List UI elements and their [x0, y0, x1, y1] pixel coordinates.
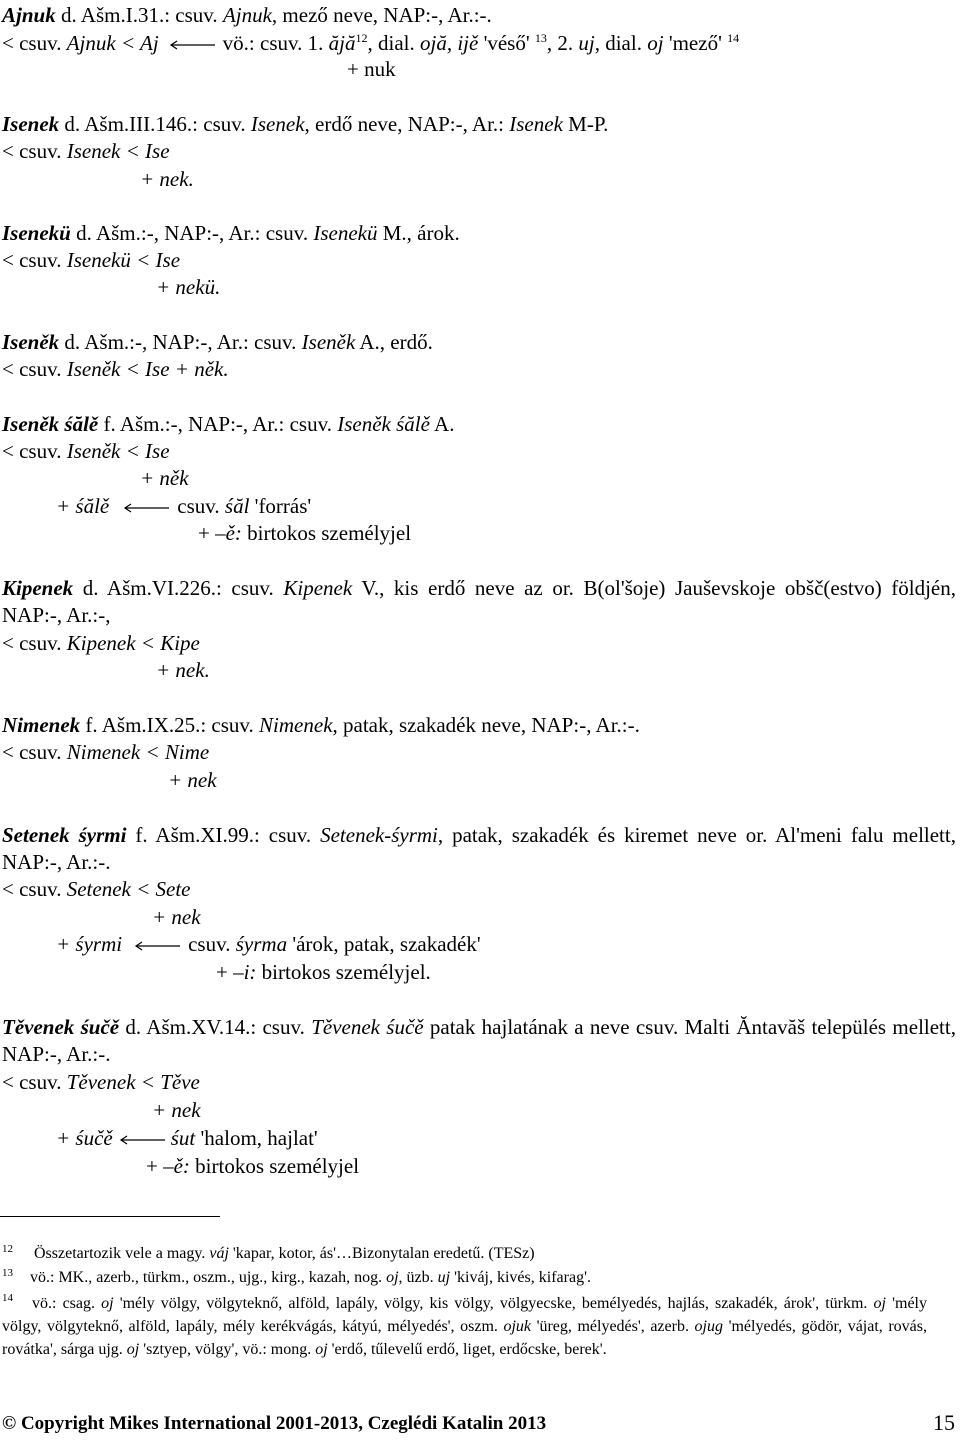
suffix-derivation-line [56, 1126, 318, 1150]
comparison-text: vö.: csuv. 1. [222, 31, 329, 55]
ref-word: ojă, ijě [419, 31, 479, 55]
etymology-word: Isenekü < Ise [66, 248, 181, 272]
footnote-word: oj [101, 1295, 114, 1312]
possessive-text: birtokos személyjel. [256, 960, 431, 984]
footnote-text: , üzb. [398, 1269, 438, 1286]
possessive-line [198, 521, 411, 545]
footnote-word: ojug [694, 1318, 723, 1335]
dial-text: , dial. [367, 31, 420, 55]
gloss: 'forrás' [249, 494, 312, 518]
entry-setenek-headline [2, 822, 956, 876]
etymology-prefix: < csuv. [2, 877, 67, 901]
footnote-word: oj [315, 1341, 328, 1358]
suffix-line: + nek [152, 1098, 201, 1122]
etymology-prefix: < csuv. [2, 1070, 67, 1094]
etymology-prefix: < csuv. [2, 248, 67, 272]
footnote-ref[interactable]: 13 [534, 31, 547, 45]
entry-headword: Isenekü [2, 221, 71, 245]
footnote-word: ojuk [503, 1318, 532, 1335]
entry-description: M-P. [562, 112, 609, 136]
footnote-ref[interactable]: 12 [355, 31, 368, 45]
possessive-prefix: + – [198, 521, 226, 545]
entry-ajnuk-etymology [2, 31, 739, 55]
footnote-13 [30, 1266, 591, 1289]
etymology-word: Ajnuk < Aj [66, 31, 159, 55]
footnote-14 [2, 1292, 927, 1361]
entry-isenek2-etymology [2, 357, 229, 381]
entry-description: V., kis erdő neve az or. B(ol'šoje) Jauševskoje obšč(estvo) földjén, NAP:-, Ar.:-, [2, 576, 957, 627]
suffix-word: + śyrmi [56, 932, 123, 956]
entry-tevenek-etymology [2, 1070, 200, 1094]
suffix-line: + něk [140, 466, 189, 490]
etymology-word: Nimenek < Nime [66, 740, 210, 764]
entry-isenek-sale-etymology [2, 439, 170, 463]
etymology-prefix: < csuv. [2, 631, 67, 655]
entry-name: Kipenek [283, 576, 353, 600]
entry-headword: Kipenek [2, 576, 74, 600]
possessive-suffix: ě: [225, 521, 242, 545]
ref-word: śut [170, 1126, 196, 1150]
gloss: 'véső' [478, 31, 535, 55]
entry-isenek2-headline [2, 330, 433, 354]
dial-text: , dial. [594, 31, 648, 55]
entry-isenek-sale-headline [2, 412, 454, 436]
suffix-line: + nek [168, 768, 217, 792]
entry-headword: Setenek śyrmi [2, 823, 127, 847]
footnote-text: 'üreg, mélyedés', azerb. [531, 1318, 695, 1335]
footnote-word: oj [873, 1295, 886, 1312]
entry-description: , mező neve, NAP:-, Ar.:-. [271, 3, 492, 27]
entry-kipenek-etymology [2, 631, 200, 655]
entry-setenek-etymology [2, 877, 191, 901]
ref-word: uj [578, 31, 595, 55]
suffix-line: + nek [152, 905, 201, 929]
footnote-text: 'kapar, kotor, ás'…Bizonytalan eredetű. (TESz) [228, 1245, 535, 1262]
possessive-prefix: + – [146, 1154, 174, 1178]
footnote-text: vö.: MK., azerb., türkm., oszm., ujg., kirg., kazah, nog. [30, 1269, 387, 1286]
suffix-line: + nek. [156, 658, 210, 682]
entry-headword: Těvenek śučě [2, 1015, 120, 1039]
etymology-word: Isenek < Ise [66, 139, 170, 163]
etymology-word: Těvenek < Těve [66, 1070, 200, 1094]
footnote-text: 'sztyep, völgy', vö.: mong. [139, 1341, 316, 1358]
footnote-text: 'erdő, tűlevelű erdő, liget, erdőcske, berek'. [327, 1341, 607, 1358]
suffix-word: + śučě [56, 1126, 113, 1150]
entry-description: , patak, szakadék neve, NAP:-, Ar.:-. [332, 713, 640, 737]
entry-source: f. Ašm.IX.25.: csuv. [80, 713, 260, 737]
entry-name: Setenek-śyrmi [320, 823, 438, 847]
footnote-text: Összetartozik vele a magy. [34, 1245, 210, 1262]
footnote-number: 14 [2, 1292, 13, 1304]
entry-tevenek-headline [2, 1014, 956, 1068]
etymology-word: Kipenek < Kipe [66, 631, 200, 655]
etymology-prefix: < csuv. [2, 31, 67, 55]
etymology-word: Iseněk < Ise [66, 439, 170, 463]
footnote-word: oj [386, 1269, 399, 1286]
comparison-text: csuv. [188, 932, 236, 956]
footnote-text: 'kiváj, kivés, kifarag'. [450, 1269, 591, 1286]
entry-isenekue-etymology [2, 248, 180, 272]
possessive-line [216, 960, 431, 984]
etymology-prefix: < csuv. [2, 139, 67, 163]
entry-source: d. Ašm.:-, NAP:-, Ar.: csuv. [59, 330, 302, 354]
long-left-arrow-icon [169, 40, 215, 50]
suffix-line: + nekü. [156, 275, 221, 299]
entry-source: d. Ašm.III.146.: csuv. [59, 112, 251, 136]
suffix-line: + nek. [140, 167, 194, 191]
gloss: 'árok, patak, szakadék' [287, 932, 481, 956]
footnote-text: 'mély völgy, völgyteknő, alföld, lapály, mély kerékvágás, kátyú, mélyedés', oszm. [2, 1295, 927, 1335]
entry-name: Ajnuk [222, 3, 272, 27]
entry-name: Iseněk śălě [337, 412, 430, 436]
suffix-line: + nuk [347, 57, 396, 81]
entry-headword: Ajnuk [2, 3, 56, 27]
entry-source: d. Ašm.XV.14.: csuv. [119, 1015, 312, 1039]
entry-name: Nimenek [259, 713, 333, 737]
entry-isenekue-headline [2, 221, 460, 245]
etymology-prefix: < csuv. [2, 357, 67, 381]
suffix-derivation-line [56, 494, 311, 518]
long-left-arrow-icon [123, 503, 169, 513]
entry-source: d. Ašm.:-, NAP:-, Ar.: csuv. [70, 221, 314, 245]
entry-headword: Iseněk śălě [2, 412, 99, 436]
suffix-derivation-line [56, 932, 481, 956]
possessive-suffix: ě: [173, 1154, 190, 1178]
ref-word: ăjă [328, 31, 356, 55]
entry-headword: Nimenek [2, 713, 81, 737]
entry-description: , erdő neve, NAP:-, Ar.: [304, 112, 510, 136]
comparison-text: csuv. [177, 494, 225, 518]
entry-nimenek-headline [2, 713, 640, 737]
long-left-arrow-icon [119, 1135, 165, 1145]
entry-headword: Iseněk [2, 330, 60, 354]
gloss: 'mező' [663, 31, 728, 55]
footnote-ref[interactable]: 14 [727, 31, 740, 45]
entry-isenek-headline [2, 112, 608, 136]
copyright-footer: © Copyright Mikes International 2001-2013, Czeglédi Katalin 2013 [2, 1413, 547, 1434]
possessive-suffix: i: [243, 960, 257, 984]
entry-source: d. Ašm.I.31.: csuv. [55, 3, 223, 27]
entry-kipenek-headline [2, 575, 956, 629]
entry-headword: Isenek [2, 112, 60, 136]
entry-isenek-etymology [2, 139, 170, 163]
etymology-word: Iseněk < Ise + něk. [66, 357, 229, 381]
footnote-word: uj [437, 1269, 451, 1286]
possessive-line [146, 1154, 359, 1178]
footnote-text: 'mély völgy, völgyteknő, alföld, lapály, völgy, kis völgy, völgyecske, bemélyedés, hajlás, szakadék, árok', türkm. [113, 1295, 874, 1312]
entry-name: Isenek [509, 112, 563, 136]
entry-description: patak hajlatának a neve csuv. Malti Ăntavăš település mellett, NAP:-, Ar.:-. [2, 1015, 956, 1066]
suffix-word: + śălě [56, 494, 110, 518]
entry-name: Isenek [250, 112, 305, 136]
footnote-number: 12 [2, 1243, 13, 1255]
footnote-word: oj [126, 1341, 140, 1358]
footnote-number: 13 [2, 1267, 13, 1279]
entry-description: , patak, szakadék és kiremet neve or. Al'meni falu mellett, NAP:-, Ar.:-. [2, 823, 956, 874]
footnote-text: vö.: csag. [32, 1295, 102, 1312]
entry-description: A. [429, 412, 455, 436]
entry-source: f. Ašm.:-, NAP:-, Ar.: csuv. [98, 412, 338, 436]
possessive-text: birtokos személyjel [189, 1154, 360, 1178]
entry-name: Těvenek śučě [311, 1015, 424, 1039]
footnote-12 [34, 1242, 535, 1265]
long-left-arrow-icon [134, 941, 180, 951]
etymology-prefix: < csuv. [2, 439, 67, 463]
etymology-word: Setenek < Sete [66, 877, 191, 901]
ref-word: oj [647, 31, 664, 55]
entry-source: f. Ašm.XI.99.: csuv. [126, 823, 321, 847]
footnote-word: váj [209, 1245, 229, 1262]
entry-source: d. Ašm.VI.226.: csuv. [73, 576, 284, 600]
entry-name: Isenekü [313, 221, 378, 245]
sense-number: , 2. [546, 31, 579, 55]
entry-description: A., erdő. [355, 330, 433, 354]
possessive-text: birtokos személyjel [241, 521, 412, 545]
gloss: 'halom, hajlat' [195, 1126, 318, 1150]
possessive-prefix: + – [216, 960, 244, 984]
ref-word: śăl [224, 494, 250, 518]
page-number: 15 [933, 1410, 955, 1435]
etymology-prefix: < csuv. [2, 740, 67, 764]
entry-name: Iseněk [301, 330, 356, 354]
footnote-separator [0, 1216, 220, 1217]
entry-nimenek-etymology [2, 740, 209, 764]
footnote-text: 'mélyedés, gödör, vájat, rovás, rovátka', sárga ujg. [2, 1318, 928, 1358]
entry-description: M., árok. [377, 221, 460, 245]
entry-ajnuk-headline [2, 3, 492, 27]
ref-word: śyrma [235, 932, 288, 956]
